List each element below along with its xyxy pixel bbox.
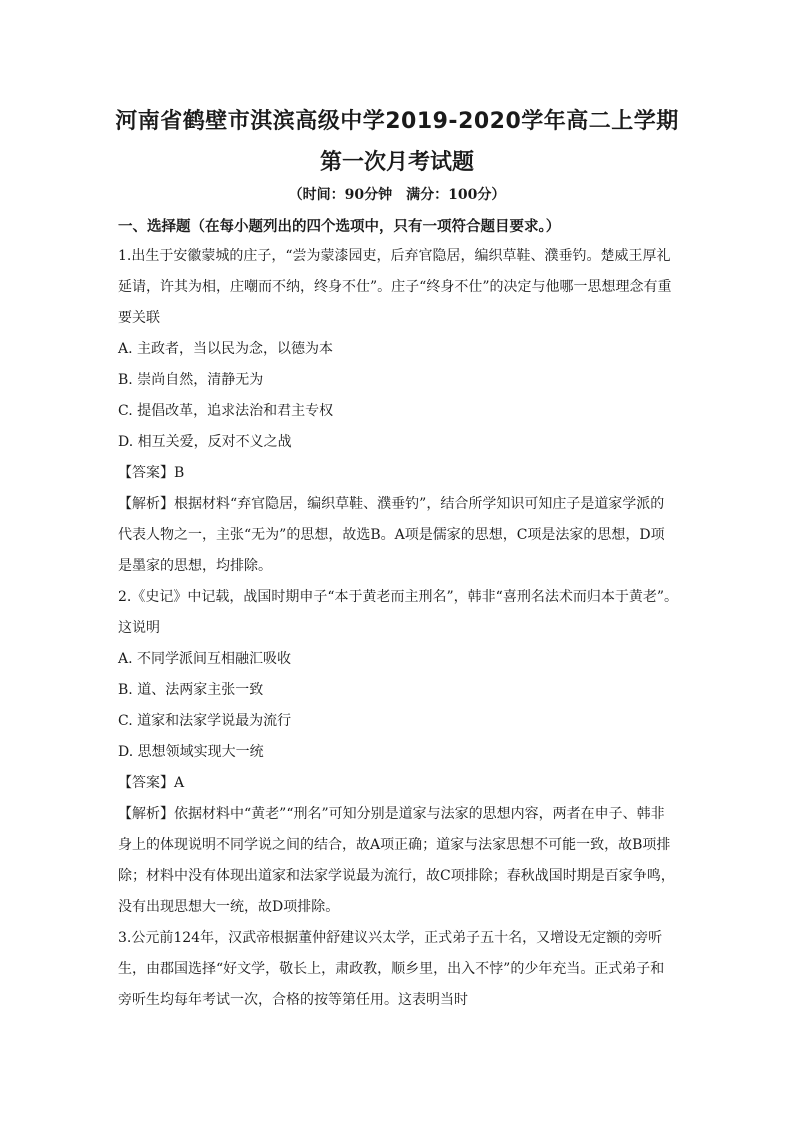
question-stem: 2.《史记》中记载，战国时期申子“本于黄老而主刑名”，韩非“喜刑名法术而归本于黄老”。这说明 xyxy=(118,589,678,636)
exam-title-line1: 河南省鹤壁市淇滨高级中学2019-2020学年高二上学期 xyxy=(115,109,679,134)
question-3 xyxy=(118,923,678,1016)
answer: 【答案】B xyxy=(118,465,185,481)
option-a: A. 不同学派间互相融汇吸收 xyxy=(118,651,292,667)
exam-title-line2: 第一次月考试题 xyxy=(319,150,474,175)
option-d: D. 思想领域实现大一统 xyxy=(118,744,264,760)
option-b: B. 道、法两家主张一致 xyxy=(118,682,264,698)
option-c: C. 提倡改革，追求法治和君主专权 xyxy=(118,403,334,419)
section-heading: 一、选择题（在每小题列出的四个选项中，只有一项符合题目要求。） xyxy=(118,218,561,235)
question-stem: 3.公元前124年，汉武帝根据董仲舒建议兴太学，正式弟子五十名，又增设无定额的旁听生，由郡国选择“好文学，敬长上，肃政教，顺乡里，出入不悖”的少年充当。正式弟子和旁听生均每年考试一次，合格的按等第任用。这表明当时 xyxy=(118,930,665,1008)
question-stem: 1.出生于安徽蒙城的庄子，“尝为蒙漆园吏，后弃官隐居，编织草鞋、濮垂钓。楚威王厚礼延请，许其为相，庄嘲而不纳，终身不仕”。庄子“终身不仕”的决定与他哪一思想理念有重要关联 xyxy=(118,248,672,326)
exam-meta: （时间：90分钟 满分：100分） xyxy=(288,187,506,203)
option-b: B. 崇尚自然，清静无为 xyxy=(118,372,264,388)
question-2 xyxy=(118,582,678,923)
analysis: 【解析】根据材料“弃官隐居，编织草鞋、濮垂钓”，结合所学知识可知庄子是道家学派的代表人物之一，主张“无为”的思想，故选B。A项是儒家的思想，C项是法家的思想，D项是墨家的思想，均排除。 xyxy=(118,496,665,574)
option-d: D. 相互关爱，反对不义之战 xyxy=(118,434,292,450)
analysis: 【解析】依据材料中“黄老”“刑名”可知分别是道家与法家的思想内容，两者在申子、韩非身上的体现说明不同学说之间的结合，故A项正确；道家与法家思想不可能一致，故B项排除；材料中没有体现出道家和法家学说最为流行，故C项排除；春秋战国时期是百家争鸣，没有出现思想大一统，故D项排除。 xyxy=(118,806,675,915)
exam-content xyxy=(118,213,678,1016)
answer: 【答案】A xyxy=(118,775,185,791)
option-c: C. 道家和法家学说最为流行 xyxy=(118,713,292,729)
question-1 xyxy=(118,241,678,582)
option-a: A. 主政者，当以民为念，以德为本 xyxy=(118,341,334,357)
